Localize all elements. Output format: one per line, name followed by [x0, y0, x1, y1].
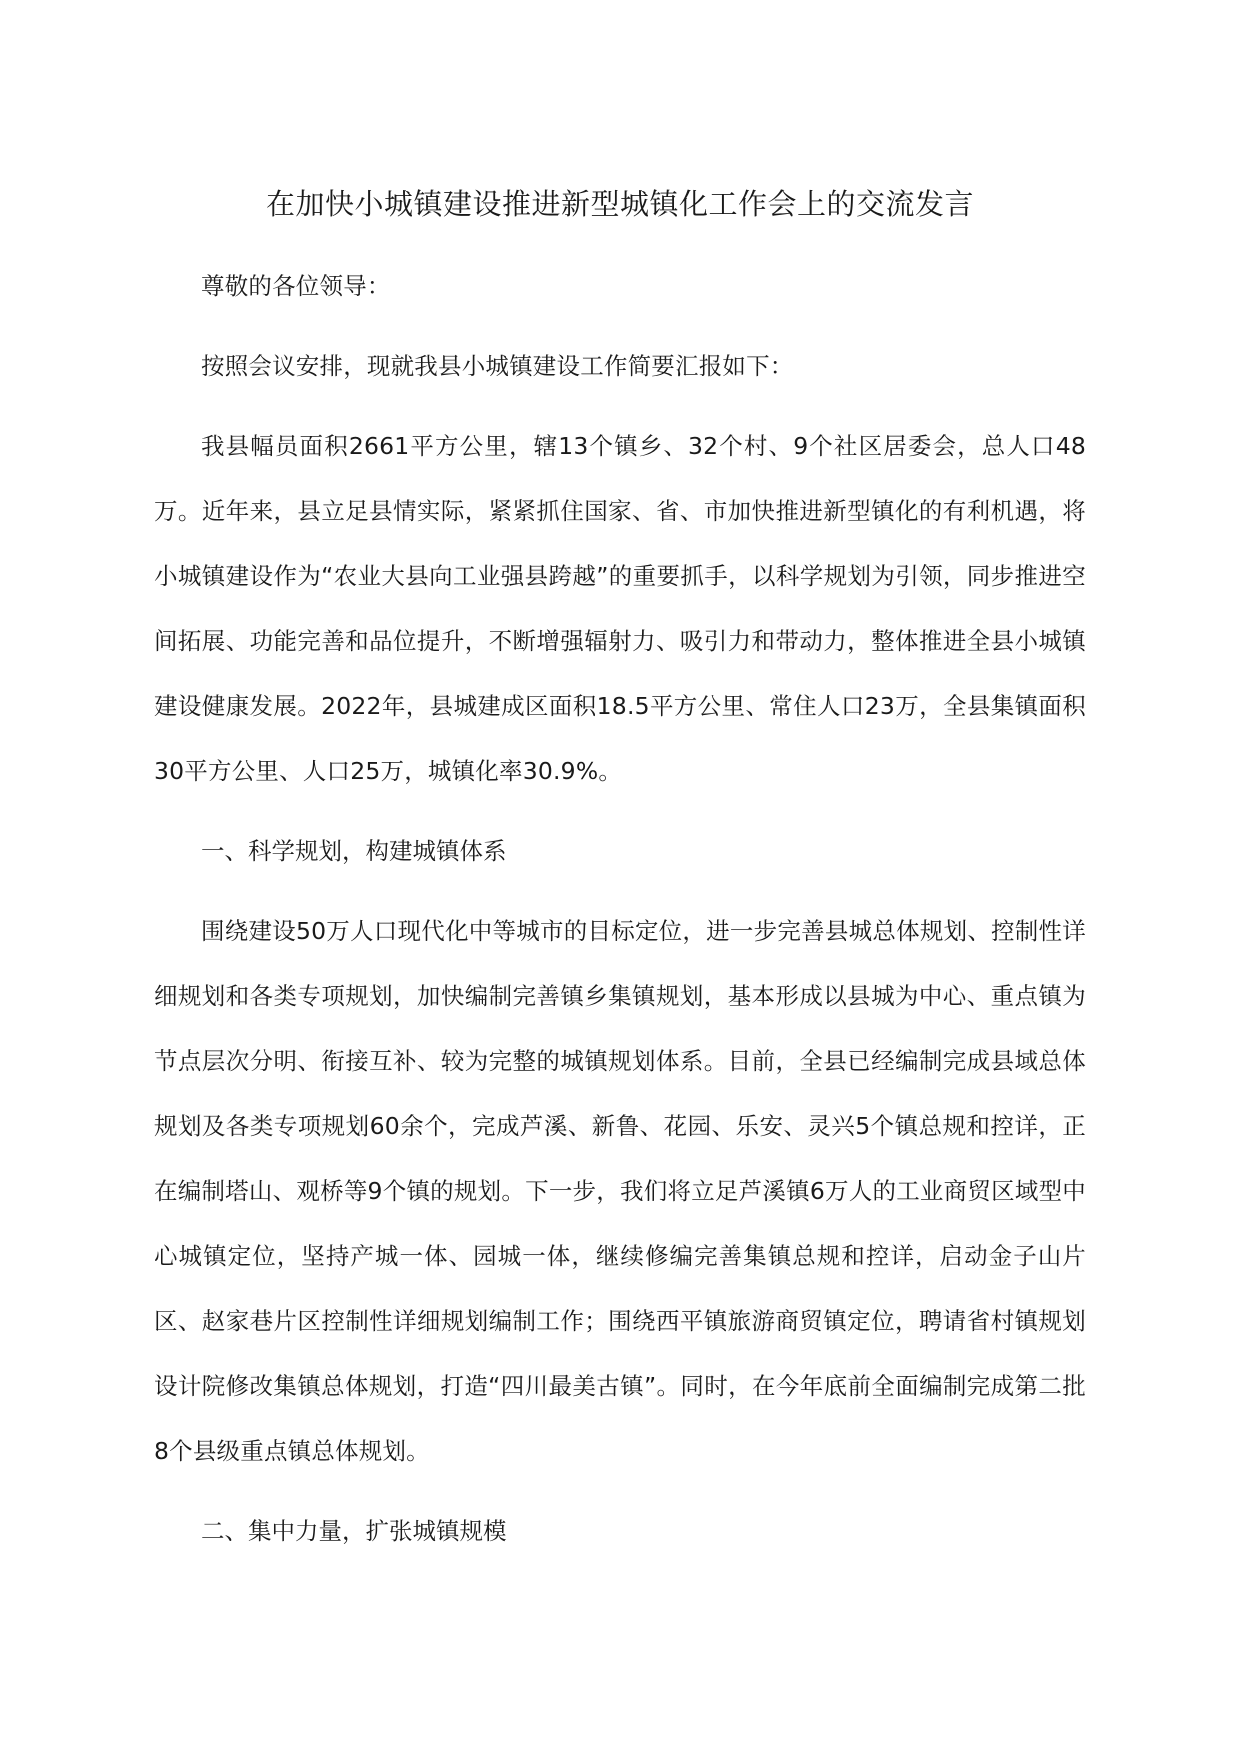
section-2-heading: 二、集中力量，扩张城镇规模 — [201, 1517, 507, 1545]
document-body — [154, 254, 1086, 1579]
section-1-heading: 一、科学规划，构建城镇体系 — [201, 837, 507, 865]
section-1-paragraph: 围绕建设50万人口现代化中等城市的目标定位，进一步完善县城总体规划、控制性详细规划和各类专项规划，加快编制完善镇乡集镇规划，基本形成以县城为中心、重点镇为节点层次分明、衔接互补、较为完整的城镇规划体系。目前，全县已经编制完成县域总体规划及各类专项规划60余个，完成芦溪、新鲁、花园、乐安、灵兴5个镇总规和控详，正在编制塔山、观桥等9个镇的规划。下一步，我们将立足芦溪镇6万人的工业商贸区域型中心城镇定位，坚持产城一体、园城一体，继续修编完善集镇总规和控详，启动金子山片区、赵家巷片区控制性详细规划编制工作；围绕西平镇旅游商贸镇定位，聘请省村镇规划设计院修改集镇总体规划，打造“四川最美古镇”。同时，在今年底前全面编制完成第二批8个县级重点镇总体规划。 — [154, 917, 1086, 1465]
intro-paragraph: 按照会议安排，现就我县小城镇建设工作简要汇报如下： — [201, 352, 794, 380]
document-title: 在加快小城镇建设推进新型城镇化工作会上的交流发言 — [265, 187, 974, 221]
salutation: 尊敬的各位领导： — [201, 272, 391, 300]
overview-paragraph: 我县幅员面积2661平方公里，辖13个镇乡、32个村、9个社区居委会，总人口48万。近年来，县立足县情实际，紧紧抓住国家、省、市加快推进新型镇化的有利机遇，将小城镇建设作为“农业大县向工业强县跨越”的重要抓手，以科学规划为引领，同步推进空间拓展、功能完善和品位提升，不断增强辐射力、吸引力和带动力，整体推进全县小城镇建设健康发展。2022年，县城建成区面积18.5平方公里、常住人口23万，全县集镇面积30平方公里、人口25万，城镇化率30.9%。 — [154, 432, 1086, 785]
